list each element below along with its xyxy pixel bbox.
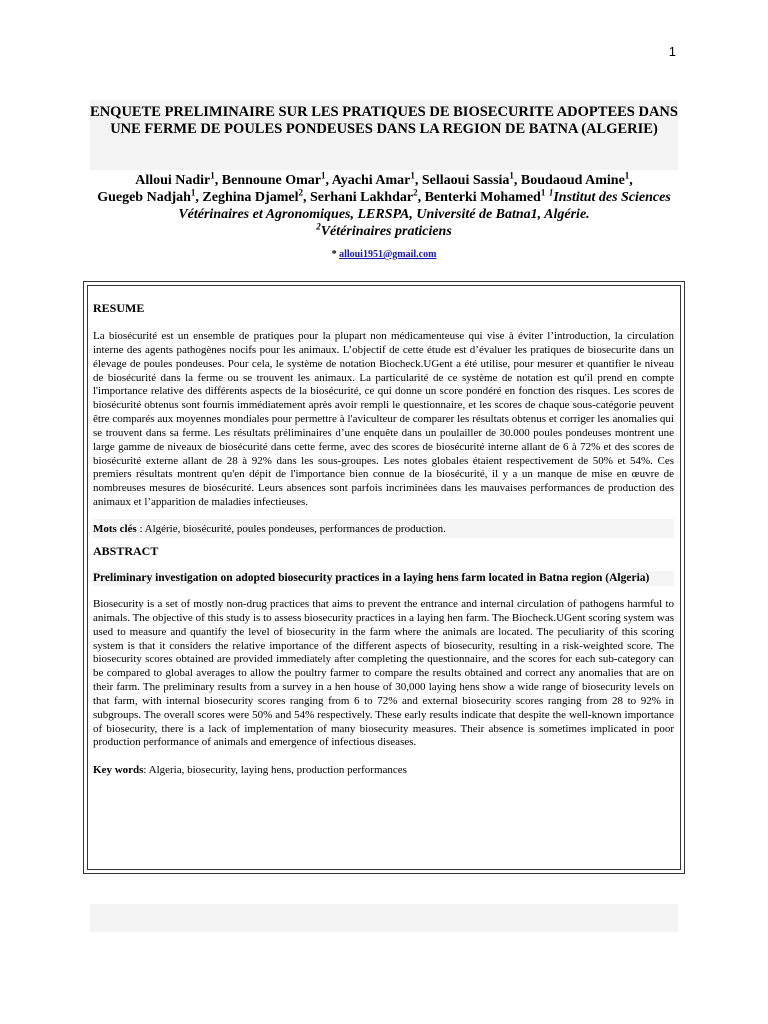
abstract-heading: ABSTRACT (93, 543, 159, 558)
abstract-title: Preliminary investigation on adopted biosecurity practices in a laying hens farm located in Batna region (Algeria) (93, 571, 674, 586)
affiliation-2-text: Vétérinaires praticiens (320, 224, 452, 239)
author (135, 170, 215, 188)
page-number: 1 (668, 44, 676, 59)
author-affiliation-marker: 2 (298, 187, 303, 198)
author (309, 187, 418, 205)
author-name: Bennoune Omar (221, 173, 321, 188)
author-affiliation-marker: 1 (624, 170, 630, 181)
author-affiliation-marker: 1 (190, 187, 196, 198)
affiliation-1-text: Institut des Sciences Vétérinaires et Agronomiques, LERSPA, Université de Batna1, Algérie. (178, 190, 671, 222)
abstract-inner-frame (87, 285, 681, 870)
author-name: Sellaoui Sassia (421, 173, 510, 188)
author (221, 170, 326, 188)
resume-keywords-label: Mots clés (93, 522, 137, 535)
author-name: Alloui Nadir (135, 173, 211, 188)
author-affiliation-marker: 1 (320, 170, 326, 181)
email-prefix: * (331, 249, 340, 260)
author (97, 187, 196, 205)
author-block (90, 172, 678, 240)
author-affiliation-marker: 1 (410, 170, 415, 181)
resume-heading: RESUME (93, 301, 145, 315)
author-name: Serhani Lakhdar (309, 190, 414, 205)
author-name: Boudaoud Amine (520, 173, 625, 188)
author (424, 187, 546, 205)
abstract-keywords (93, 760, 674, 779)
abstract-body: Biosecurity is a set of mostly non-drug practices that aims to prevent the entrance and internal circulation of pathogens harmful to animals. The objective of this study is to assess biosecurity practices in a laying hen farm. The Biocheck.UGent scoring system was used to measure and quantify the level of biosecurity in the farm where the animals are located. The peculiarity of this scoring system is that it considers the relative importance of the different aspects of biosecurity, resulting in a risk-weighted score. The biosecurity scores obtained are provided immediately after completing the questionnaire, and the scores for each sub-category can be compared to global averages to allow the poultry farmer to compare the results obtained and correct any anomalies that are on their farm. The preliminary results from a survey in a hen house of 30,000 laying hens show a wide range of biosecurity levels on that farm, with internal biosecurity scores ranging from 6 to 72% and external biosecurity scores ranging from 28 to 92% in subgroups. The overall scores were 50% and 54% respectively. These early results indicate that despite the well-known importance of biosecurity, there is a lack of implementation of many biosecurity measures. Their absence is sometimes implicated in poor production performance of animals and emergence of infectious diseases. (93, 597, 674, 749)
author-affiliation-marker: 1 (509, 170, 514, 181)
author-affiliation-marker: 1 (540, 187, 546, 198)
author (421, 170, 514, 188)
author-name: Zeghina Djamel (202, 190, 299, 205)
author-list: Alloui Nadir$^1$, Bennoune Omar$^1$, Ayachi Amar$^1$, Sellaoui Sassia$^1$, Boudaoud Amine$^1$, Guegeb Nadjah$^1$, Zeghina Djamel$^2$, Serhani Lakhdar$^2$, Benterki Mohamed$^1$ (97, 170, 633, 205)
author-name: Benterki Mohamed (424, 190, 541, 205)
author (331, 170, 415, 188)
resume-body: La biosécurité est un ensemble de pratiques pour la plupart non médicamenteuse qui vise à éviter l’introduction, la circulation interne des agents pathogènes nocifs pour les animaux. L’objectif de cette étude est d’évaluer les pratiques de biosecurite dans un élevage de poules pondeuses. Pour cela, le système de notation Biocheck.UGent a été utilise, pour mesurer et quantifier le niveau de biosécurité dans la ferme ou se trouvent les animaux. La particularité de ce système de notation est qu'il prend en compte l'importance relative des différents aspects de la biosécurité, ce qui donne un score pondéré en fonction des risques. Les scores de biosécurité obtenus sont fournis immédiatement après avoir rempli le questionnaire, et les scores de chaque sous-catégorie peuvent être comparés aux moyennes mondiales pour permettre à l'aviculteur de comparer les résultats obtenus et corriger les anomalies qui se trouvent dans sa ferme. Les résultats préliminaires d’une enquête dans un poulailler de 30.000 poules pondeuses montrent une large gamme de niveaux de biosécurité dans cette ferme, avec des scores de biosécurité interne allant de 6 à 72% et des scores de biosécurité externe allant de 28 à 92% dans les sous-groupes. Les notes globales étaient respectivement de 50% et 54%. Ces premiers résultats montrent qu'en dépit de l'importance bien connue de la biosécurité, il y a un manque de mise en œuvre de nombreuses mesures de biosécurité. Leurs absences sont parfois incriminées dans les mauvaises performances de production des animaux et l’apparition de maladies infectieuses. (93, 330, 674, 509)
resume-keywords-text: : Algérie, biosécurité, poules pondeuses, performances de production. (136, 522, 446, 535)
author-affiliation-marker: 1 (210, 170, 215, 181)
footer-band (90, 904, 678, 932)
author-name: Guegeb Nadjah (97, 190, 191, 205)
abstract-keywords-label: Key words (93, 764, 144, 777)
affiliation-2-marker: 2 (316, 221, 321, 232)
author (202, 187, 303, 205)
author (520, 170, 630, 188)
abstract-frame (83, 281, 685, 874)
author-name: Ayachi Amar (331, 173, 411, 188)
abstract-keywords-text: : Algeria, biosecurity, laying hens, production performances (143, 764, 407, 777)
email-link[interactable]: alloui1951@gmail.com (339, 249, 437, 260)
paper-title: ENQUETE PRELIMINAIRE SUR LES PRATIQUES DE BIOSECURITE ADOPTEES DANS UNE FERME DE POULES PONDEUSES DANS LA REGION DE BATNA (ALGERIE) (90, 104, 678, 137)
author-affiliation-marker: 2 (413, 187, 418, 198)
affiliation-1-marker: 1 (548, 187, 554, 198)
resume-keywords (93, 519, 674, 538)
email-line (90, 249, 678, 260)
affiliation-2 (316, 221, 452, 239)
